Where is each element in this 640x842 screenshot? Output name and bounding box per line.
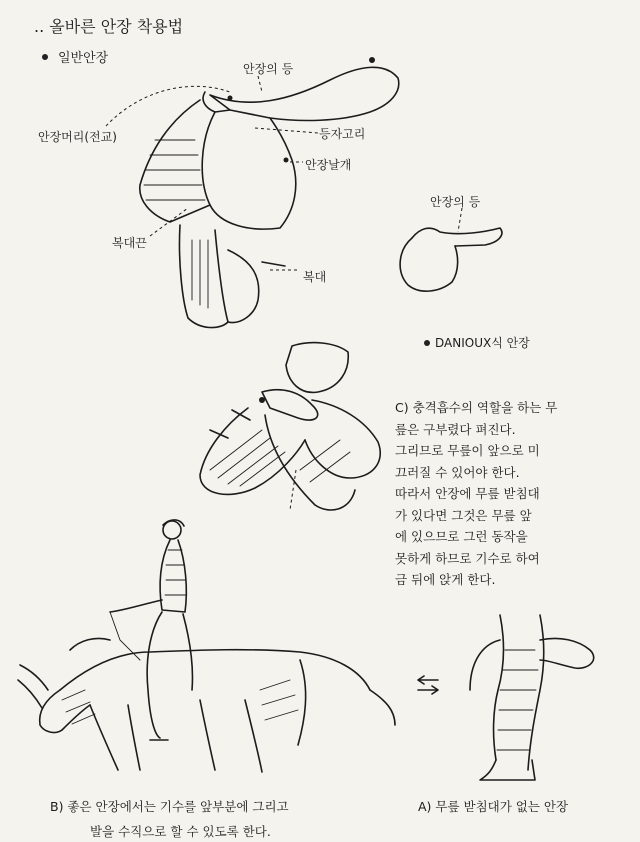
section-general-saddle: 일반안장 — [58, 51, 109, 66]
double-arrow-icon — [418, 676, 438, 694]
rider-horse-illustration — [18, 520, 395, 772]
caption-b-line-1: B) 좋은 안장에서는 기수를 앞부분에 그리고 — [50, 799, 289, 814]
danioux-saddle-illustration — [200, 343, 380, 510]
paragraph-line: 에 있으므로 그런 동작을 — [395, 529, 528, 544]
label-saddle-back: 안장의 등 — [243, 62, 294, 76]
label-girth-strap: 복대끈 — [112, 236, 147, 250]
paragraph-line: 끄러질 수 있어야 한다. — [395, 464, 520, 480]
caption-b-line-2: 발을 수직으로 할 수 있도록 한다. — [90, 824, 271, 839]
paragraph-line: 릎은 구부렸다 펴진다. — [395, 421, 516, 437]
label-saddle-flap: 안장날개 — [305, 158, 352, 172]
paragraph-line: 금 뒤에 앉게 한다. — [395, 572, 496, 587]
label-girth: 복대 — [303, 270, 327, 284]
small-saddle-illustration — [400, 208, 502, 291]
paragraph-line: 못하게 하므로 기수로 하여 — [395, 550, 540, 566]
label-stirrup-loop: 등자고리 — [319, 127, 366, 141]
label-saddle-back-small: 안장의 등 — [430, 195, 481, 209]
leg-boot-illustration — [470, 615, 594, 780]
general-saddle-illustration — [106, 57, 399, 328]
label-saddle-head: 안장머리(전교) — [38, 130, 117, 144]
caption-a: A) 무릎 받침대가 없는 안장 — [418, 799, 569, 814]
paragraph-line: 그리므로 무릎이 앞으로 미 — [395, 443, 540, 458]
page-title: .. 올바른 안장 착용법 — [34, 17, 184, 36]
paragraph-line: 따라서 안장에 무릎 받침대 — [395, 486, 540, 501]
paragraph-line: C) 충격흡수의 역할을 하는 무 — [395, 400, 558, 415]
label-danioux-saddle: DANIOUX식 안장 — [435, 336, 530, 350]
paragraph-line: 가 있다면 그것은 무릎 앞 — [395, 507, 532, 523]
